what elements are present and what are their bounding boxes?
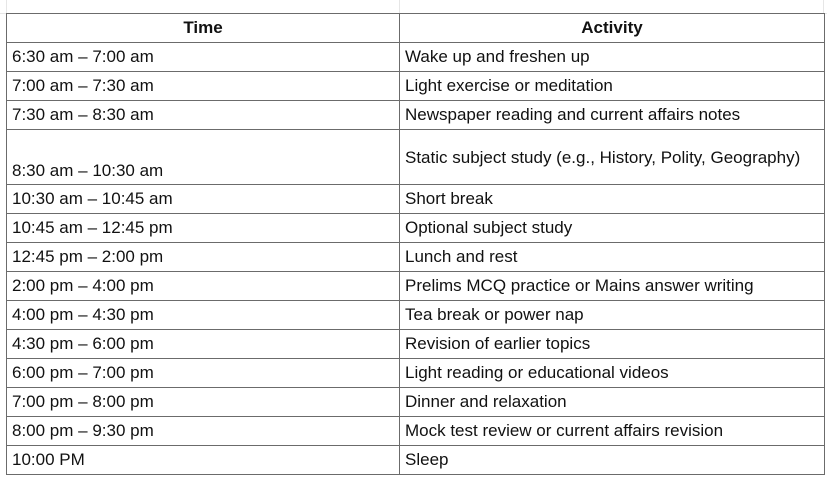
schedule-table <box>6 13 825 475</box>
gridline-strip <box>0 0 827 14</box>
activity-cell[interactable]: Optional subject study <box>400 214 825 243</box>
time-cell[interactable]: 8:00 pm – 9:30 pm <box>7 417 400 446</box>
time-cell[interactable]: 6:00 pm – 7:00 pm <box>7 359 400 388</box>
activity-cell[interactable]: Light exercise or meditation <box>400 72 825 101</box>
table-row <box>7 214 825 243</box>
column-header-time[interactable]: Time <box>7 14 400 43</box>
activity-cell[interactable]: Sleep <box>400 446 825 475</box>
table-row <box>7 130 825 185</box>
time-cell[interactable]: 7:30 am – 8:30 am <box>7 101 400 130</box>
table-row <box>7 101 825 130</box>
gridline <box>399 0 400 13</box>
time-cell[interactable]: 10:00 PM <box>7 446 400 475</box>
table-row <box>7 185 825 214</box>
time-cell[interactable]: 4:00 pm – 4:30 pm <box>7 301 400 330</box>
time-cell[interactable]: 8:30 am – 10:30 am <box>7 130 400 185</box>
activity-cell[interactable]: Lunch and rest <box>400 243 825 272</box>
activity-cell[interactable]: Newspaper reading and current affairs notes <box>400 101 825 130</box>
time-cell[interactable]: 2:00 pm – 4:00 pm <box>7 272 400 301</box>
activity-cell[interactable]: Light reading or educational videos <box>400 359 825 388</box>
time-cell[interactable]: 6:30 am – 7:00 am <box>7 43 400 72</box>
table-row <box>7 330 825 359</box>
activity-cell[interactable]: Dinner and relaxation <box>400 388 825 417</box>
table-row <box>7 72 825 101</box>
time-cell[interactable]: 7:00 am – 7:30 am <box>7 72 400 101</box>
gridline <box>823 0 824 13</box>
time-cell[interactable]: 4:30 pm – 6:00 pm <box>7 330 400 359</box>
activity-cell[interactable]: Mock test review or current affairs revision <box>400 417 825 446</box>
activity-cell[interactable]: Short break <box>400 185 825 214</box>
column-header-activity[interactable]: Activity <box>400 14 825 43</box>
table-row <box>7 388 825 417</box>
table-row <box>7 243 825 272</box>
activity-cell[interactable]: Wake up and freshen up <box>400 43 825 72</box>
activity-cell[interactable]: Prelims MCQ practice or Mains answer writing <box>400 272 825 301</box>
table-row <box>7 417 825 446</box>
table-row <box>7 43 825 72</box>
activity-cell[interactable]: Tea break or power nap <box>400 301 825 330</box>
table-row <box>7 359 825 388</box>
time-cell[interactable]: 12:45 pm – 2:00 pm <box>7 243 400 272</box>
table-row <box>7 272 825 301</box>
time-cell[interactable]: 10:30 am – 10:45 am <box>7 185 400 214</box>
activity-cell[interactable]: Static subject study (e.g., History, Polity, Geography) <box>400 130 825 185</box>
table-row <box>7 301 825 330</box>
activity-cell[interactable]: Revision of earlier topics <box>400 330 825 359</box>
gridline <box>6 0 7 13</box>
time-cell[interactable]: 7:00 pm – 8:00 pm <box>7 388 400 417</box>
header-row <box>7 14 825 43</box>
time-cell[interactable]: 10:45 am – 12:45 pm <box>7 214 400 243</box>
table-row <box>7 446 825 475</box>
